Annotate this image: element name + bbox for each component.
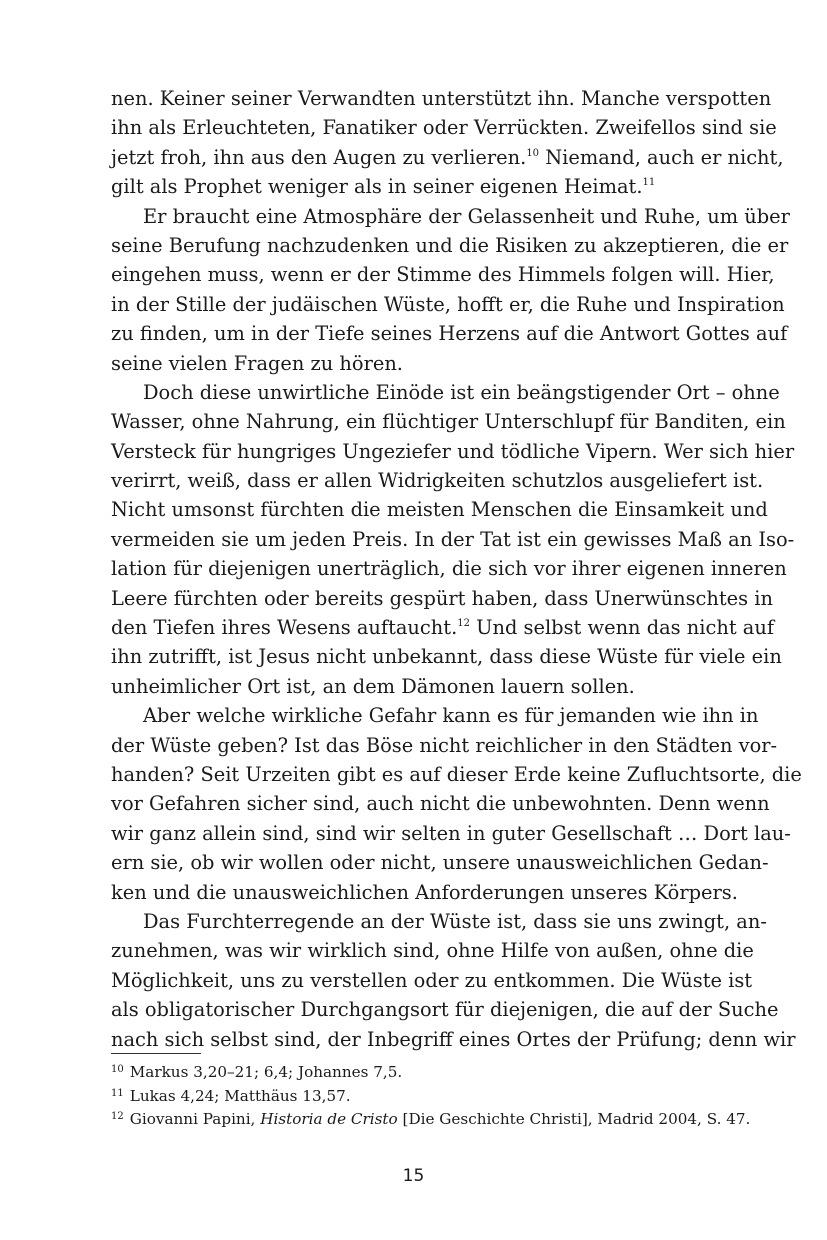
text-line: [111, 172, 743, 201]
text-line: [111, 143, 784, 172]
footnote-text: Lukas 4,24; Matthäus 13,57.: [129, 1086, 351, 1105]
page-number: 15: [402, 1166, 425, 1186]
footnote-10: [111, 1061, 751, 1085]
text-line: ern sie, ob wir wollen oder nicht, unsere unausweichlichen Gedan-: [111, 851, 769, 875]
text-line: zunehmen, was wir wirklich sind, ohne Hilfe von außen, ohne die: [111, 939, 754, 963]
text-line: Möglichkeit, uns zu verstellen oder zu entkommen. Die Wüste ist: [111, 968, 753, 992]
footnote-text: [Die Geschichte Christi], Madrid 2004, S. 47.: [397, 1110, 751, 1128]
text-line: eingehen muss, wenn er der Stimme des Himmels folgen will. Hier,: [111, 263, 775, 287]
text-line: zu finden, um in der Tiefe seines Herzens auf die Antwort Gottes auf: [111, 322, 788, 346]
footnote-number: 10: [111, 1064, 124, 1075]
text-line: der Wüste geben? Ist das Böse nicht reichlicher in den Städten vor-: [111, 733, 778, 757]
footnote-separator: [111, 1053, 201, 1054]
text-segment: gilt als Prophet weniger als in seiner eigenen Heimat.: [111, 175, 643, 199]
text-line: [111, 613, 775, 642]
text-line: ihn zutrifft, ist Jesus nicht unbekannt, dass diese Wüste für viele ein: [111, 645, 782, 669]
text-line: Nicht umsonst fürchten die meisten Menschen die Einsamkeit und: [111, 498, 768, 522]
text-line: vermeiden sie um jeden Preis. In der Tat ist ein gewisses Maß an Iso-: [111, 527, 795, 551]
footnote-reference[interactable]: 10: [526, 147, 540, 159]
footnote-number: 11: [111, 1087, 124, 1099]
paragraph-first-line: Das Furchterregende an der Wüste ist, dass sie uns zwingt, an-: [143, 909, 767, 933]
paragraph-first-line: Er braucht eine Atmosphäre der Gelassenheit und Ruhe, um über: [143, 204, 790, 228]
text-line: nach sich selbst sind, der Inbegriff eines Ortes der Prüfung; denn wir: [111, 1027, 796, 1051]
text-line: wir ganz allein sind, sind wir selten in guter Gesellschaft … Dort lau-: [111, 821, 791, 845]
text-line: in der Stille der judäischen Wüste, hofft er, die Ruhe und Inspiration: [111, 292, 785, 316]
text-segment: Und selbst wenn das nicht auf: [476, 616, 775, 640]
footnote-number: 12: [111, 1111, 124, 1122]
footnote-12: [111, 1108, 751, 1132]
text-line: unheimlicher Ort ist, an dem Dämonen lauern sollen.: [111, 674, 635, 698]
text-segment: den Tiefen ihres Wesens auftaucht.: [111, 616, 458, 640]
text-line: seine vielen Fragen zu hören.: [111, 351, 403, 375]
text-line: als obligatorischer Durchgangsort für diejenigen, die auf der Suche: [111, 998, 779, 1022]
footnote-11: [111, 1085, 751, 1109]
text-line: lation für diejenigen unerträglich, die sich vor ihrer eigenen inneren: [111, 557, 787, 581]
main-text: [111, 84, 802, 1054]
text-segment: Niemand, auch er nicht,: [545, 145, 784, 169]
footnote-reference[interactable]: 11: [642, 177, 656, 189]
footnote-book-title: Historia de Cristo: [260, 1110, 398, 1128]
footnotes: [111, 1061, 751, 1132]
text-line: seine Berufung nachzudenken und die Risiken zu akzeptieren, die er: [111, 233, 789, 257]
text-line: Leere fürchten oder bereits gespürt haben, dass Unerwünschtes in: [111, 586, 773, 610]
text-line: ken und die unausweichlichen Anforderungen unseres Körpers.: [111, 880, 738, 904]
paragraph-first-line: Doch diese unwirtliche Einöde ist ein beängstigender Ort – ohne: [143, 380, 780, 404]
paragraph-first-line: Aber welche wirkliche Gefahr kann es für jemanden wie ihn in: [143, 704, 759, 728]
text-line: vor Gefahren sicher sind, auch nicht die unbewohnten. Denn wenn: [111, 792, 770, 816]
text-segment: jetzt froh, ihn aus den Augen zu verlieren.: [111, 145, 527, 169]
text-line: Versteck für hungriges Ungeziefer und tödliche Vipern. Wer sich hier: [111, 439, 795, 463]
text-line: Wasser, ohne Nahrung, ein flüchtiger Unterschlupf für Banditen, ein: [111, 410, 786, 434]
footnote-text: Markus 3,20–21; 6,4; Johannes 7,5.: [129, 1063, 403, 1081]
text-line: nen. Keiner seiner Verwandten unterstützt ihn. Manche verspotten: [111, 87, 772, 110]
footnote-text: Giovanni Papini,: [129, 1110, 261, 1128]
text-line: verirrt, weiß, dass er allen Widrigkeiten schutzlos ausgeliefert ist.: [111, 469, 764, 493]
text-line: handen? Seit Urzeiten gibt es auf dieser Erde keine Zufluchtsorte, die: [111, 762, 802, 786]
footnote-reference[interactable]: 12: [457, 618, 470, 630]
text-line: ihn als Erleuchteten, Fanatiker oder Verrückten. Zweifellos sind sie: [111, 116, 777, 140]
